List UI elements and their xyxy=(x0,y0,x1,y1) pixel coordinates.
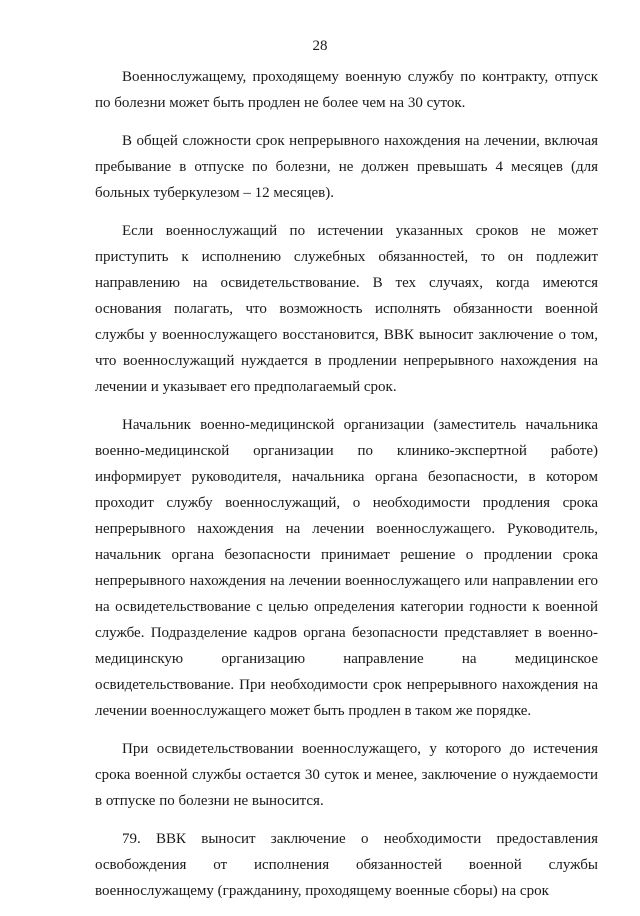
paragraph-item-79: 79. ВВК выносит заключение о необходимости предоставления освобождения от исполнения обязанностей военной службы военнослужащему (гражданину, проходящему военные сборы) на срок xyxy=(95,831,598,899)
document-body xyxy=(95,64,598,916)
paragraph-total-treatment-term: В общей сложности срок непрерывного нахождения на лечении, включая пребывание в отпуске по болезни, не должен превышать 4 месяцев (для больных туберкулезом – 12 месяцев). xyxy=(95,133,598,201)
paragraph-contract-leave: Военнослужащему, проходящему военную службу по контракту, отпуск по болезни может быть продлен не более чем на 30 суток. xyxy=(95,69,598,111)
page-number: 28 xyxy=(312,38,328,54)
paragraph-service-end-examination: При освидетельствовании военнослужащего, у которого до истечения срока военной службы остается 30 суток и менее, заключение о нуждаемости в отпуске по болезни не выносится. xyxy=(95,741,598,809)
paragraph-medical-head-notification: Начальник военно-медицинской организации (заместитель начальника военно-медицинской организации по клинико-экспертной работе) информирует руководителя, начальника органа безопасности, в котором проходит службу военнослужащий, о необходимости продления срока непрерывного нахождения на лечении военнослужащего. Руководитель, начальник органа безопасности принимает решение о продлении срока непрерывного нахождения на лечении военнослужащего или направлении его на освидетельствование с целью определения категории годности к военной службе. Подразделение кадров органа безопасности представляет в военно-медицинскую организацию направление на медицинское освидетельствование. При необходимости срок непрерывного нахождения на лечении военнослужащего может быть продлен в таком же порядке. xyxy=(95,417,598,719)
paragraph-examination-referral: Если военнослужащий по истечении указанных сроков не может приступить к исполнению служебных обязанностей, то он подлежит направлению на освидетельствование. В тех случаях, когда имеются основания полагать, что возможность исполнять обязанности военной службы у военнослужащего восстановится, ВВК выносит заключение о том, что военнослужащий нуждается в продлении непрерывного нахождения на лечении и указывает его предполагаемый срок. xyxy=(95,223,598,395)
